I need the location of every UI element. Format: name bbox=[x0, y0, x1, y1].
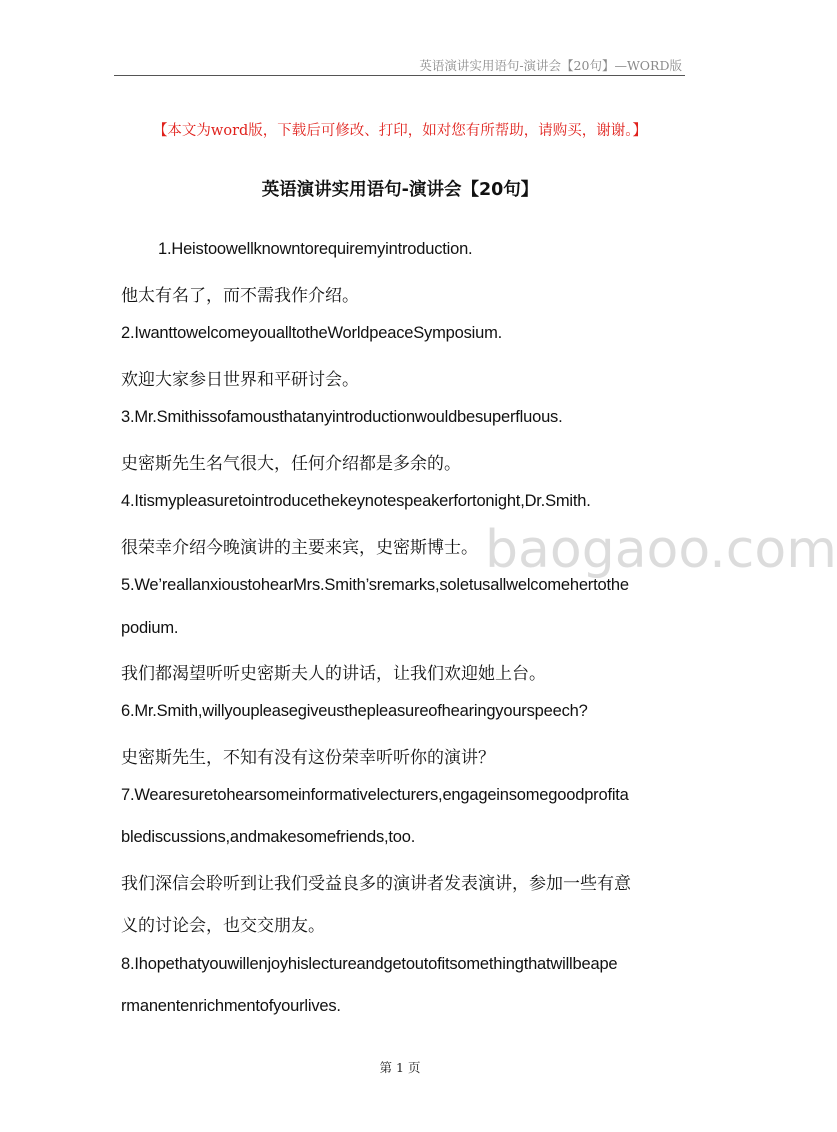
sentence-zh-5: 我们都渴望听听史密斯夫人的讲话，让我们欢迎她上台。 bbox=[121, 664, 546, 684]
sentence-en-5: 5.We’reallanxioustohearMrs.Smith’sremarks,soletusallwelcomehertothe bbox=[121, 576, 629, 594]
running-header: 英语演讲实用语句-演讲会【20句】—WORD版 bbox=[419, 58, 682, 73]
sentence-en-8-cont: rmanentenrichmentofyourlives. bbox=[121, 997, 341, 1015]
sentence-en-6: 6.Mr.Smith,willyoupleasegiveusthepleasureofhearingyourspeech? bbox=[121, 702, 588, 720]
sentence-en-3: 3.Mr.Smithissofamousthatanyintroductionwouldbesuperfluous. bbox=[121, 408, 563, 426]
document-title: 英语演讲实用语句-演讲会【20句】 bbox=[261, 180, 539, 200]
sentence-en-2: 2.IwanttowelcomeyoualltotheWorldpeaceSymposium. bbox=[121, 324, 502, 342]
sentence-zh-4: 很荣幸介绍今晚演讲的主要来宾，史密斯博士。 bbox=[121, 538, 478, 558]
sentence-en-7-cont: blediscussions,andmakesomefriends,too. bbox=[121, 828, 416, 846]
sentence-zh-3: 史密斯先生名气很大，任何介绍都是多余的。 bbox=[121, 454, 461, 474]
sentence-zh-1: 他太有名了，而不需我作介绍。 bbox=[121, 286, 359, 306]
sentence-zh-7: 我们深信会聆听到让我们受益良多的演讲者发表演讲，参加一些有意 bbox=[121, 874, 631, 894]
sentence-en-4: 4.Itismypleasuretointroducethekeynotespeakerfortonight,Dr.Smith. bbox=[121, 492, 591, 510]
page-number: 第 1 页 bbox=[379, 1060, 421, 1075]
sentence-zh-6: 史密斯先生，不知有没有这份荣幸听听你的演讲？ bbox=[121, 748, 495, 768]
sentence-zh-7-cont: 义的讨论会，也交交朋友。 bbox=[121, 916, 325, 936]
sentence-zh-2: 欢迎大家参日世界和平研讨会。 bbox=[121, 370, 359, 390]
sentence-en-5-cont: podium. bbox=[121, 619, 179, 637]
purchase-notice: 【本文为word版，下载后可修改、打印，如对您有所帮助，请购买，谢谢。】 bbox=[152, 123, 648, 139]
sentence-en-8: 8.Ihopethatyouwillenjoyhislectureandgetoutofitsomethingthatwillbeape bbox=[121, 955, 618, 973]
watermark: baogaoo.com bbox=[485, 520, 837, 580]
sentence-en-7: 7.Wearesuretohearsomeinformativelecturers,engageinsomegoodprofita bbox=[121, 786, 629, 804]
sentence-en-1: 1.Heistoowellknowntorequiremyintroduction. bbox=[158, 240, 473, 258]
header-divider bbox=[114, 75, 685, 76]
